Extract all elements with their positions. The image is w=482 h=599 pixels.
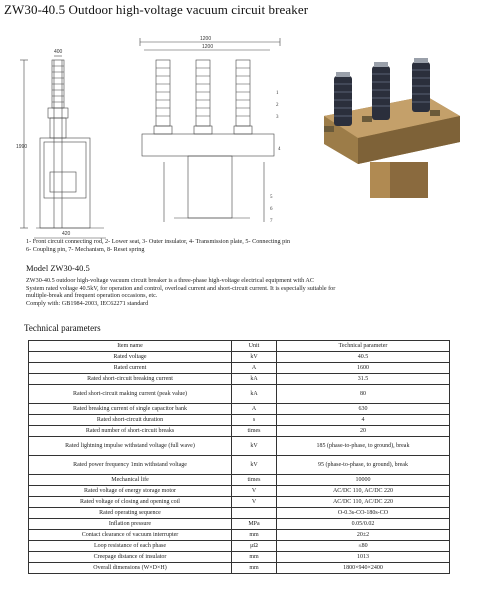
table-cell: Overall dimensions (W×D×H) — [29, 563, 232, 574]
description-line: System rated voltage 40.5kV, for operation and control, overload current and short-circuit current. It is especially suitable for — [26, 284, 336, 292]
table-cell: 185 (phase-to-phase, to ground), break — [277, 437, 450, 456]
table-cell: AC/DC 110, AC/DC 220 — [277, 497, 450, 508]
table-cell: MPa — [232, 519, 277, 530]
callout-number: 4 — [278, 147, 281, 152]
table-row — [29, 415, 450, 426]
table-cell: Rated number of short-circuit breaks — [29, 426, 232, 437]
legend-line: 6- Coupling pin, 7- Mechanism, 8- Reset spring — [26, 246, 145, 253]
table-row — [29, 426, 450, 437]
table-cell: V — [232, 486, 277, 497]
table-header-row — [29, 341, 450, 352]
table-cell: A — [232, 363, 277, 374]
dimension-label: 1200 — [200, 36, 212, 42]
table-cell: mm — [232, 530, 277, 541]
table-cell: kA — [232, 385, 277, 404]
table-row — [29, 541, 450, 552]
table-cell: V — [232, 497, 277, 508]
table-cell: 0.05/0.02 — [277, 519, 450, 530]
table-row — [29, 475, 450, 486]
table-cell: ≤80 — [277, 541, 450, 552]
table-cell: Rated short-circuit making current (peak value) — [29, 385, 232, 404]
table-cell: μΩ — [232, 541, 277, 552]
description-line: ZW30-40.5 outdoor high-voltage vacuum circuit breaker is a three-phase high-voltage electrical equipment with AC — [26, 277, 314, 284]
dimension-label: 1200 — [202, 44, 214, 50]
table-cell: Rated lightning impulse withstand voltage (full wave) — [29, 437, 232, 456]
table-cell: 40.5 — [277, 352, 450, 363]
table-row — [29, 404, 450, 415]
technical-drawing — [14, 32, 310, 240]
table-header-cell: Technical parameter — [277, 341, 450, 352]
table-cell: 10000 — [277, 475, 450, 486]
description-line: multiple-break and frequent operation occasions, etc. — [26, 292, 158, 300]
description-line: Comply with: GB1984-2003, IEC62271 standard — [26, 299, 149, 307]
table-cell: kV — [232, 456, 277, 475]
table-cell: 80 — [277, 385, 450, 404]
table-cell: mm — [232, 563, 277, 574]
table-cell: 95 (phase-to-phase, to ground), break — [277, 456, 450, 475]
callout-number: 7 — [270, 219, 273, 224]
table-row — [29, 437, 450, 456]
table-cell: kV — [232, 437, 277, 456]
dimension-label: 1990 — [16, 144, 28, 150]
table-cell: 1800×940×2400 — [277, 563, 450, 574]
table-cell: 31.5 — [277, 374, 450, 385]
table-cell: Rated power frequency 1min withstand voltage — [29, 456, 232, 475]
table-cell: Rated current — [29, 363, 232, 374]
table-cell: Inflation pressure — [29, 519, 232, 530]
dimension-label: 400 — [54, 49, 63, 55]
product-photo — [310, 54, 476, 202]
table-header-cell: Item name — [29, 341, 232, 352]
table-cell: Rated voltage of closing and opening coil — [29, 497, 232, 508]
table-row — [29, 497, 450, 508]
callout-number: 1 — [276, 91, 279, 96]
table-cell: Rated short-circuit breaking current — [29, 374, 232, 385]
drawing-legend — [26, 238, 290, 254]
table-cell: O-0.3s-CO-180s-CO — [277, 508, 450, 519]
table-row — [29, 530, 450, 541]
table-cell: Contact clearance of vacuum interrupter — [29, 530, 232, 541]
table-cell: kA — [232, 374, 277, 385]
table-cell: Rated short-circuit duration — [29, 415, 232, 426]
table-cell: times — [232, 475, 277, 486]
table-header-cell: Unit — [232, 341, 277, 352]
table-row — [29, 363, 450, 374]
table-row — [29, 456, 450, 475]
table-cell: Rated voltage — [29, 352, 232, 363]
table-cell: 1600 — [277, 363, 450, 374]
table-cell: kV — [232, 352, 277, 363]
dimension-label: 420 — [62, 231, 71, 237]
table-cell — [232, 508, 277, 519]
table-cell: Rated breaking current of single capacitor bank — [29, 404, 232, 415]
table-cell: 20±2 — [277, 530, 450, 541]
table-cell: A — [232, 404, 277, 415]
callout-number: 6 — [270, 207, 273, 212]
table-cell: Mechanical life — [29, 475, 232, 486]
technical-parameters-heading: Technical parameters — [24, 323, 101, 333]
table-cell: AC/DC 110, AC/DC 220 — [277, 486, 450, 497]
callout-number: 5 — [270, 195, 273, 200]
table-cell: Rated operating sequence — [29, 508, 232, 519]
table-cell: Creepage distance of insulator — [29, 552, 232, 563]
technical-parameters-table — [28, 340, 450, 574]
table-cell: mm — [232, 552, 277, 563]
table-cell: Rated voltage of energy storage motor — [29, 486, 232, 497]
table-cell: s — [232, 415, 277, 426]
table-row — [29, 385, 450, 404]
table-row — [29, 563, 450, 574]
page-title: ZW30-40.5 Outdoor high-voltage vacuum circuit breaker — [4, 2, 309, 17]
table-cell: 20 — [277, 426, 450, 437]
table-row — [29, 352, 450, 363]
legend-line: 1- Front circuit connecting rod, 2- Lower seat, 3- Outer insulator, 4- Transmission plate, 5- Connecting pin — [26, 238, 291, 245]
table-cell: 1013 — [277, 552, 450, 563]
table-row — [29, 552, 450, 563]
table-cell: 630 — [277, 404, 450, 415]
model-heading: Model ZW30-40.5 — [26, 263, 90, 273]
table-cell: times — [232, 426, 277, 437]
callout-number: 2 — [276, 103, 279, 108]
table-row — [29, 486, 450, 497]
product-description — [26, 277, 446, 307]
table-cell: 4 — [277, 415, 450, 426]
table-row — [29, 508, 450, 519]
table-row — [29, 519, 450, 530]
table-cell: Loop resistance of each phase — [29, 541, 232, 552]
callout-number: 3 — [276, 115, 279, 120]
table-row — [29, 374, 450, 385]
